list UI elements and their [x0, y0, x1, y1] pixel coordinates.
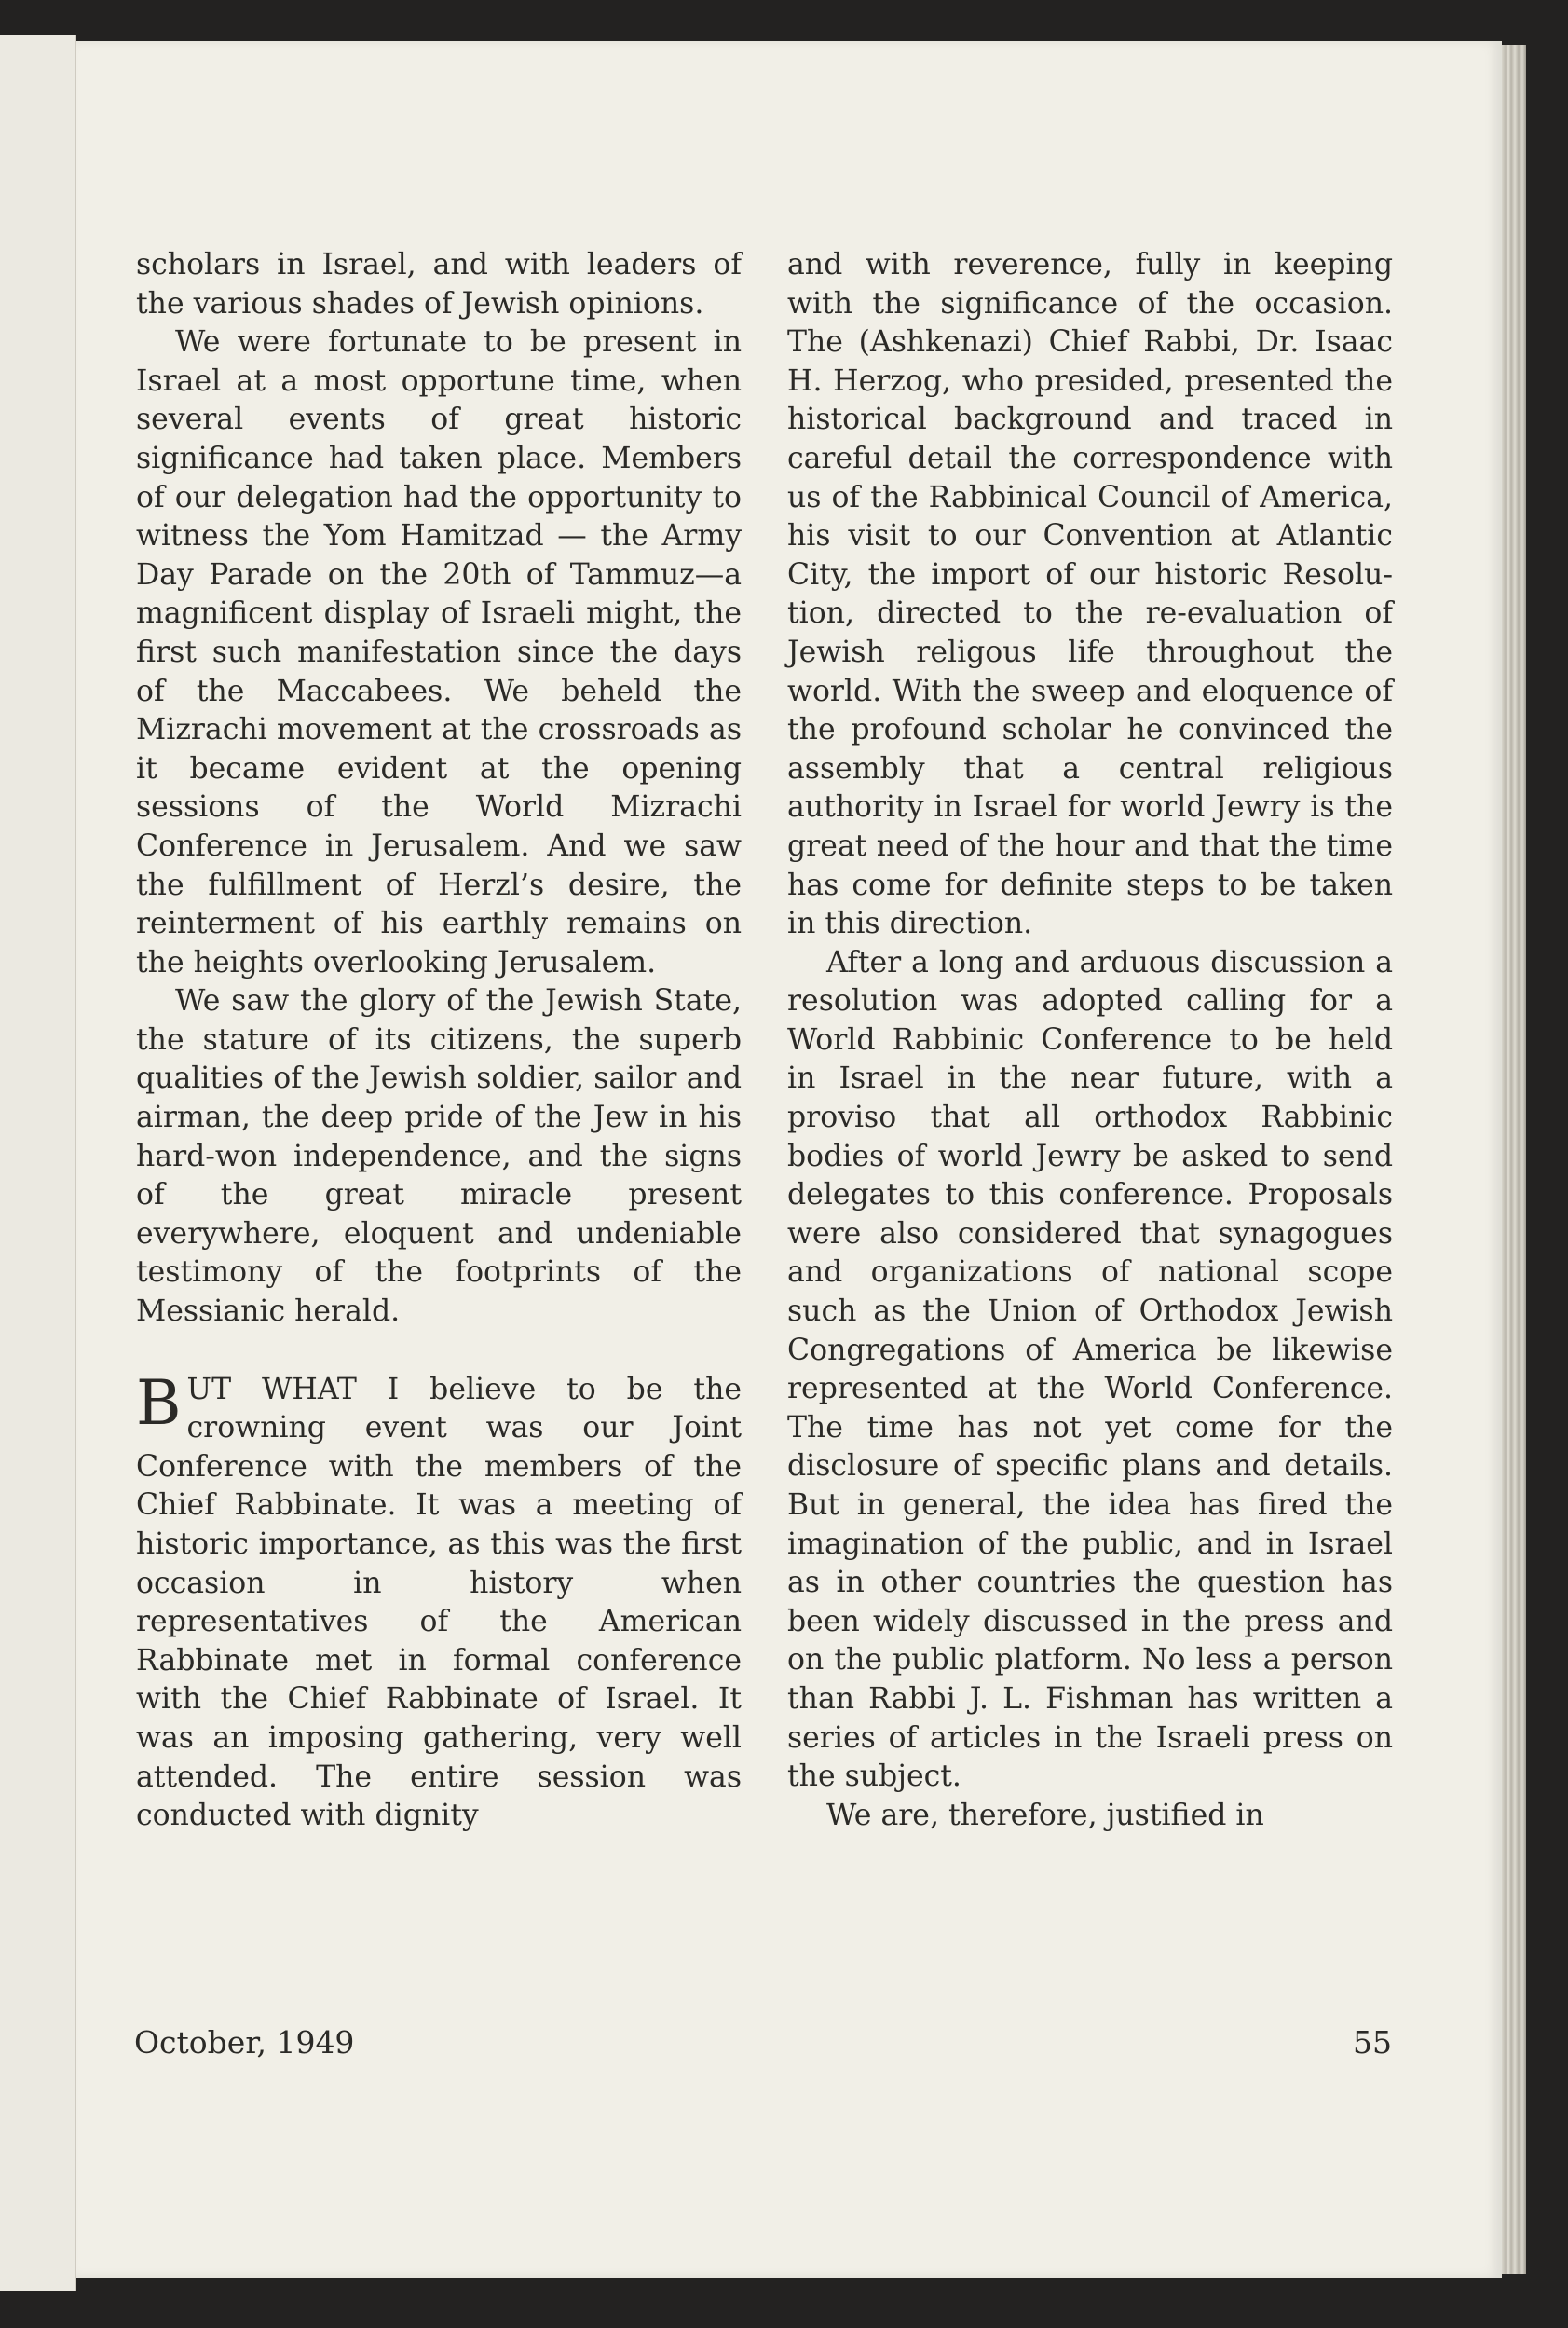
footer-date: October, 1949: [134, 2024, 355, 2061]
paragraph-text: UT WHAT I believe to be the crowning event was our Joint Conference with the members of the Chief Rabbinate. It was a meeting of historic importance, as this was the first occasion in history when representatives of the American Rabbinate met in formal conference with the Chief Rabbinate of Israel. It was an imposing gathering, very well attended. The entire session was conducted with dignity: [136, 1372, 742, 1833]
right-text-column: [787, 246, 1393, 1835]
paragraph: After a long and arduous discussion a resolution was adopted calling for a World Rabbinic Conference to be held in Israel in the near future, with a proviso that all orthodox Rabbinic bodies of world Jewry be asked to send delegates to this conference. Proposals were also considered that synagogues and organizations of national scope such as the Union of Orthodox Jewish Congregations of America be likewise represented at the World Conference. The time has not yet come for the disclosure of specific plans and details. But in general, the idea has fired the imagination of the public, and in Israel as in other countries the question has been widely discussed in the press and on the public platform. No less a person than Rabbi J. L. Fishman has written a series of articles in the Israeli press on the subject.: [787, 945, 1393, 1794]
paragraph: We were fortunate to be present in Israel at a most opportune time, when several events of great historic significance had taken place. Members of our delegation had the opportunity to witness the Yom Hamitzad — the Army Day Parade on the 20th of Tammuz—a magnificent display of Israeli might, the first such manifestation since the days of the Maccabees. We beheld the Mizrachi movement at the crossroads as it became evident at the opening sessions of the World Mizrachi Conference in Jerusalem. And we saw the fulfillment of Herzl’s desire, the reinterment of his earthly remains on the heights overlooking Jerusalem.: [136, 325, 742, 979]
facing-page-edge: [0, 35, 76, 2291]
paragraph: We saw the glory of the Jewish State, the stature of its citizens, the superb qualities of the Jewish soldier, sailor and airman, the deep pride of the Jew in his hard-won independence, and the signs of the great miracle present everywhere, eloquent and undeniable testimony of the footprints of the Messianic herald.: [136, 984, 742, 1329]
paragraph: and with reverence, fully in keeping with the significance of the occasion. The (Ashkenazi) Chief Rabbi, Dr. Isaac H. Herzog, who presided, presented the historical background and traced in careful detail the correspondence with us of the Rabbinical Council of America, his visit to our Convention at Atlantic City, the import of our historic Resolution, directed to the re-evaluation of Jewish religous life throughout the world. With the sweep and eloquence of the profound scholar he convinced the assembly that a central religious authority in Israel for world Jewry is the great need of the hour and that the time has come for definite steps to be taken in this direction.: [787, 248, 1393, 941]
page-number: 55: [1353, 2024, 1392, 2061]
left-text-column: [136, 246, 742, 1836]
paragraph: We are, therefore, justified in: [826, 1798, 1264, 1832]
drop-cap: B: [136, 1366, 182, 1439]
paragraph: scholars in Israel, and with leaders of the various shades of Jewish opinions.: [136, 248, 742, 321]
page-stack-edge: [1502, 45, 1526, 2274]
section-opening-paragraph: [136, 1366, 742, 1836]
